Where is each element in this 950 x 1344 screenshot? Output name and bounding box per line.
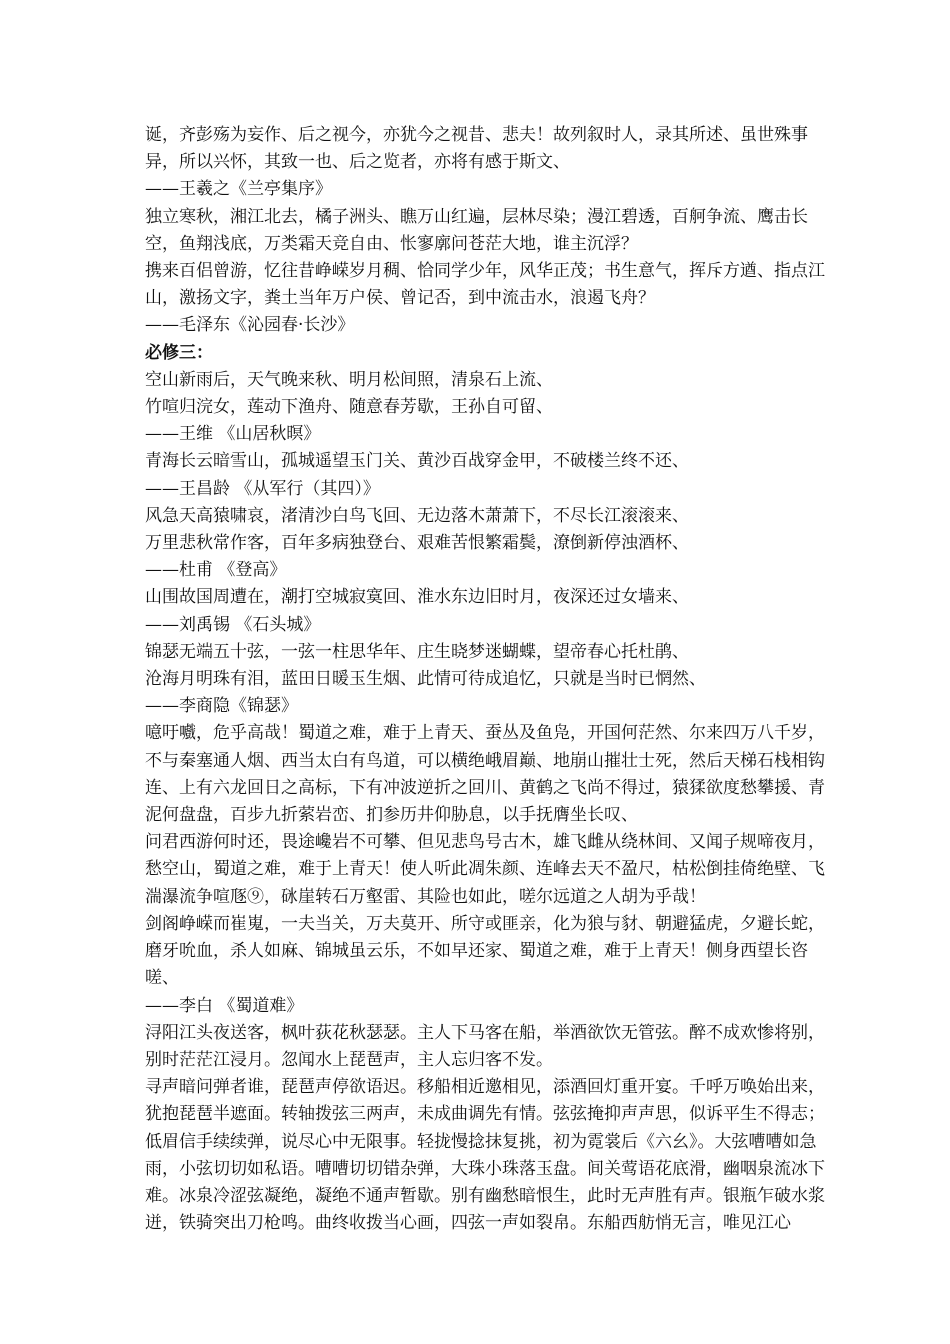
- text-paragraph: 浔阳江头夜送客，枫叶荻花秋瑟瑟。主人下马客在船，举酒欲饮无管弦。醉不成欢惨将别，别时茫茫江浸月。忽闻水上琵琶声，主人忘归客不发。: [145, 1022, 825, 1070]
- text-paragraph: 剑阁峥嵘而崔嵬，一夫当关，万夫莫开、所守或匪亲，化为狼与豺、朝避猛虎，夕避长蛇，磨牙吮血，杀人如麻、锦城虽云乐，不如早还家、蜀道之难，难于上青天！侧身西望长咨嗟、: [145, 913, 825, 989]
- attribution-line: ——王羲之《兰亭集序》: [145, 179, 332, 200]
- section-heading: 必修三：: [145, 342, 213, 363]
- attribution-line: ——李白 《蜀道难》: [145, 995, 304, 1016]
- text-line: 竹喧归浣女，莲动下渔舟、随意春芳歇，王孙自可留、: [145, 397, 553, 418]
- attribution-line: ——王昌龄 《从军行（其四）》: [145, 478, 380, 499]
- text-paragraph: 噫吁嚱，危乎高哉！蜀道之难，难于上青天、蚕丛及鱼凫，开国何茫然、尔来四万八千岁，不与秦塞通人烟、西当太白有鸟道，可以横绝峨眉巅、地崩山摧壮士死，然后天梯石栈相钩连、上有六龙回日之高标，下有冲波逆折之回川、黄鹤之飞尚不得过，猿猱欲度愁攀援、青泥何盘盘，百步九折萦岩峦、扪参历井仰胁息，以手抚膺坐长叹、: [145, 723, 825, 826]
- attribution-line: ——李商隐《锦瑟》: [145, 696, 298, 717]
- text-line: 诞，齐彭殇为妄作、后之视今，亦犹今之视昔、悲夫！故列叙时人，录其所述、虽世殊事异，所以兴怀，其致一也、后之览者，亦将有感于斯文、: [145, 125, 808, 173]
- text-line: 万里悲秋常作客，百年多病独登台、艰难苦恨繁霜鬓，潦倒新停浊酒杯、: [145, 533, 689, 554]
- text-line: 空山新雨后，天气晚来秋、明月松间照，清泉石上流、: [145, 369, 553, 390]
- text-line: 独立寒秋，湘江北去，橘子洲头、瞧万山红遍，层林尽染；漫江碧透，百舸争流、鹰击长空，鱼翔浅底，万类霜天竞自由、怅寥廓问苍茫大地，谁主沉浮？: [145, 206, 808, 254]
- text-line: 风急天高猿啸哀，渚清沙白鸟飞回、无边落木萧萧下，不尽长江滚滚来、: [145, 505, 689, 526]
- attribution-line: ——王维 《山居秋暝》: [145, 424, 321, 445]
- text-line: 青海长云暗雪山，孤城遥望玉门关、黄沙百战穿金甲，不破楼兰终不还、: [145, 451, 689, 472]
- text-line: 携来百侣曾游，忆往昔峥嵘岁月稠、恰同学少年，风华正茂；书生意气，挥斥方遒、指点江山，激扬文字，粪土当年万户侯、曾记否，到中流击水，浪遏飞舟？: [145, 261, 825, 309]
- text-paragraph: 问君西游何时还，畏途巉岩不可攀、但见悲鸟号古木，雄飞雌从绕林间、又闻子规啼夜月，愁空山，蜀道之难，难于上青天！使人听此凋朱颜、连峰去天不盈尺，枯松倒挂倚绝壁、飞湍瀑流争喧豗⑨，砯崖转石万壑雷、其险也如此，嗟尔远道之人胡为乎哉！: [145, 832, 825, 907]
- text-line: 沧海月明珠有泪，蓝田日暖玉生烟、此情可待成追忆，只就是当时已惘然、: [145, 669, 706, 690]
- attribution-line: ——毛泽东《沁园春·长沙》: [145, 315, 355, 336]
- attribution-line: ——刘禹锡 《石头城》: [145, 614, 321, 635]
- attribution-line: ——杜甫 《登高》: [145, 560, 287, 581]
- document-page: [145, 122, 825, 1237]
- text-line: 山围故国周遭在，潮打空城寂寞回、淮水东边旧时月，夜深还过女墙来、: [145, 587, 689, 608]
- text-paragraph: 寻声暗问弹者谁，琵琶声停欲语迟。移船相近邀相见，添酒回灯重开宴。千呼万唤始出来，犹抱琵琶半遮面。转轴拨弦三两声，未成曲调先有情。弦弦掩抑声声思，似诉平生不得志；低眉信手续续弹，说尽心中无限事。轻拢慢捻抹复挑，初为霓裳后《六幺》。大弦嘈嘈如急雨，小弦切切如私语。嘈嘈切切错杂弹，大珠小珠落玉盘。间关莺语花底滑，幽咽泉流冰下难。冰泉冷涩弦凝绝，凝绝不通声暂歇。别有幽愁暗恨生，此时无声胜有声。银瓶乍破水浆迸，铁骑突出刀枪鸣。曲终收拨当心画，四弦一声如裂帛。东船西舫悄无言，唯见江心: [145, 1077, 825, 1234]
- text-line: 锦瑟无端五十弦，一弦一柱思华年、庄生晓梦迷蝴蝶，望帝春心托杜鹃、: [145, 641, 689, 662]
